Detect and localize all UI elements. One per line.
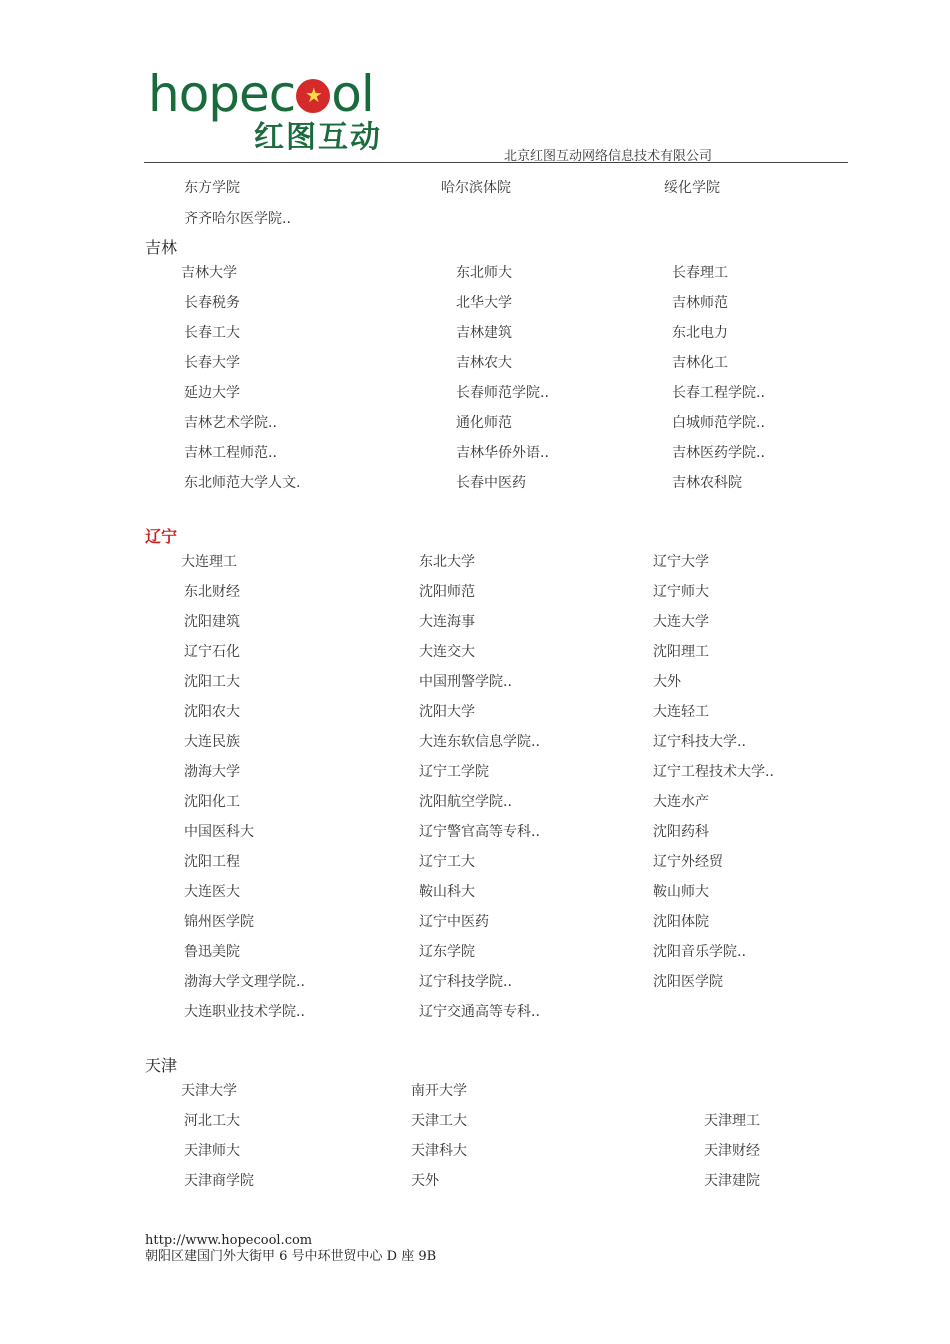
university-name: 长春中医药 (456, 475, 526, 491)
university-name: 齐齐哈尔医学院.. (184, 211, 291, 227)
university-name: 天津商学院 (184, 1173, 254, 1189)
header-divider (144, 162, 848, 163)
university-name: 辽宁科技学院.. (419, 974, 512, 990)
university-name: 大连医大 (184, 884, 240, 900)
university-name: 沈阳工程 (184, 854, 240, 870)
university-name: 吉林工程师范.. (184, 445, 277, 461)
university-name: 沈阳医学院 (653, 974, 723, 990)
university-name: 长春理工 (672, 265, 728, 281)
university-name: 吉林大学 (181, 265, 237, 281)
university-name: 辽东学院 (419, 944, 475, 960)
university-name: 吉林建筑 (456, 325, 512, 341)
university-name: 沈阳建筑 (184, 614, 240, 630)
university-name: 东北师大 (456, 265, 512, 281)
university-name: 辽宁大学 (653, 554, 709, 570)
university-name: 辽宁交通高等专科.. (419, 1004, 540, 1020)
university-name: 东北电力 (672, 325, 728, 341)
university-name: 吉林师范 (672, 295, 728, 311)
university-name: 吉林华侨外语.. (456, 445, 549, 461)
university-name: 沈阳化工 (184, 794, 240, 810)
university-name: 东北大学 (419, 554, 475, 570)
university-name: 哈尔滨体院 (441, 180, 511, 196)
university-name: 辽宁中医药 (419, 914, 489, 930)
section-heading-jilin: 吉林 (145, 238, 178, 257)
university-name: 天外 (411, 1173, 439, 1189)
university-name: 大连职业技术学院.. (184, 1004, 305, 1020)
university-name: 沈阳音乐学院.. (653, 944, 746, 960)
university-name: 沈阳航空学院.. (419, 794, 512, 810)
university-name: 天津工大 (411, 1113, 467, 1129)
company-logo (148, 66, 388, 158)
university-name: 辽宁工程技术大学.. (653, 764, 774, 780)
university-name: 鞍山科大 (419, 884, 475, 900)
university-name: 吉林医药学院.. (672, 445, 765, 461)
university-name: 辽宁外经贸 (653, 854, 723, 870)
university-name: 东北财经 (184, 584, 240, 600)
university-name: 沈阳体院 (653, 914, 709, 930)
logo-chinese-text: 红图互动 (254, 120, 382, 155)
university-name: 东北师范大学人文. (184, 475, 301, 491)
university-name: 河北工大 (184, 1113, 240, 1129)
university-name: 沈阳师范 (419, 584, 475, 600)
logo-star-circle-icon (296, 79, 330, 113)
university-name: 大连轻工 (653, 704, 709, 720)
university-name: 辽宁石化 (184, 644, 240, 660)
university-name: 辽宁师大 (653, 584, 709, 600)
university-name: 天津科大 (411, 1143, 467, 1159)
university-name: 长春工程学院.. (672, 385, 765, 401)
university-name: 白城师范学院.. (672, 415, 765, 431)
university-name: 沈阳理工 (653, 644, 709, 660)
university-name: 大连大学 (653, 614, 709, 630)
university-name: 天津师大 (184, 1143, 240, 1159)
university-name: 大连交大 (419, 644, 475, 660)
university-name: 天津建院 (704, 1173, 760, 1189)
logo-text-part2: ol (331, 65, 374, 123)
university-name: 沈阳药科 (653, 824, 709, 840)
university-name: 天津财经 (704, 1143, 760, 1159)
section-heading-liaoning: 辽宁 (145, 527, 178, 546)
university-name: 渤海大学 (184, 764, 240, 780)
university-name: 天津理工 (704, 1113, 760, 1129)
university-name: 沈阳农大 (184, 704, 240, 720)
footer-url: http://www.hopecool.com (145, 1233, 313, 1248)
university-name: 渤海大学文理学院.. (184, 974, 305, 990)
university-name: 辽宁工学院 (419, 764, 489, 780)
university-name: 长春税务 (184, 295, 240, 311)
university-name: 吉林农大 (456, 355, 512, 371)
university-name: 鲁迅美院 (184, 944, 240, 960)
university-name: 大连民族 (184, 734, 240, 750)
university-name: 大连水产 (653, 794, 709, 810)
university-name: 中国医科大 (184, 824, 254, 840)
university-name: 吉林艺术学院.. (184, 415, 277, 431)
section-heading-tianjin: 天津 (145, 1056, 178, 1075)
footer-address: 朝阳区建国门外大街甲 6 号中环世贸中心 D 座 9B (145, 1249, 437, 1264)
university-name: 通化师范 (456, 415, 512, 431)
university-name: 吉林农科院 (672, 475, 742, 491)
university-name: 天津大学 (181, 1083, 237, 1099)
university-name: 大连海事 (419, 614, 475, 630)
university-name: 长春工大 (184, 325, 240, 341)
university-name: 长春大学 (184, 355, 240, 371)
logo-text-part1: hopec (148, 65, 296, 123)
university-name: 东方学院 (184, 180, 240, 196)
university-name: 大连东软信息学院.. (419, 734, 540, 750)
university-name: 锦州医学院 (184, 914, 254, 930)
university-name: 鞍山师大 (653, 884, 709, 900)
university-name: 长春师范学院.. (456, 385, 549, 401)
university-name: 大连理工 (181, 554, 237, 570)
company-name: 北京红图互动网络信息技术有限公司 (504, 149, 713, 164)
university-name: 辽宁科技大学.. (653, 734, 746, 750)
university-name: 延边大学 (184, 385, 240, 401)
university-name: 南开大学 (411, 1083, 467, 1099)
university-name: 北华大学 (456, 295, 512, 311)
university-name: 吉林化工 (672, 355, 728, 371)
university-name: 辽宁工大 (419, 854, 475, 870)
university-name: 大外 (653, 674, 681, 690)
university-name: 绥化学院 (664, 180, 720, 196)
university-name: 中国刑警学院.. (419, 674, 512, 690)
university-name: 沈阳大学 (419, 704, 475, 720)
university-name: 沈阳工大 (184, 674, 240, 690)
university-name: 辽宁警官高等专科.. (419, 824, 540, 840)
